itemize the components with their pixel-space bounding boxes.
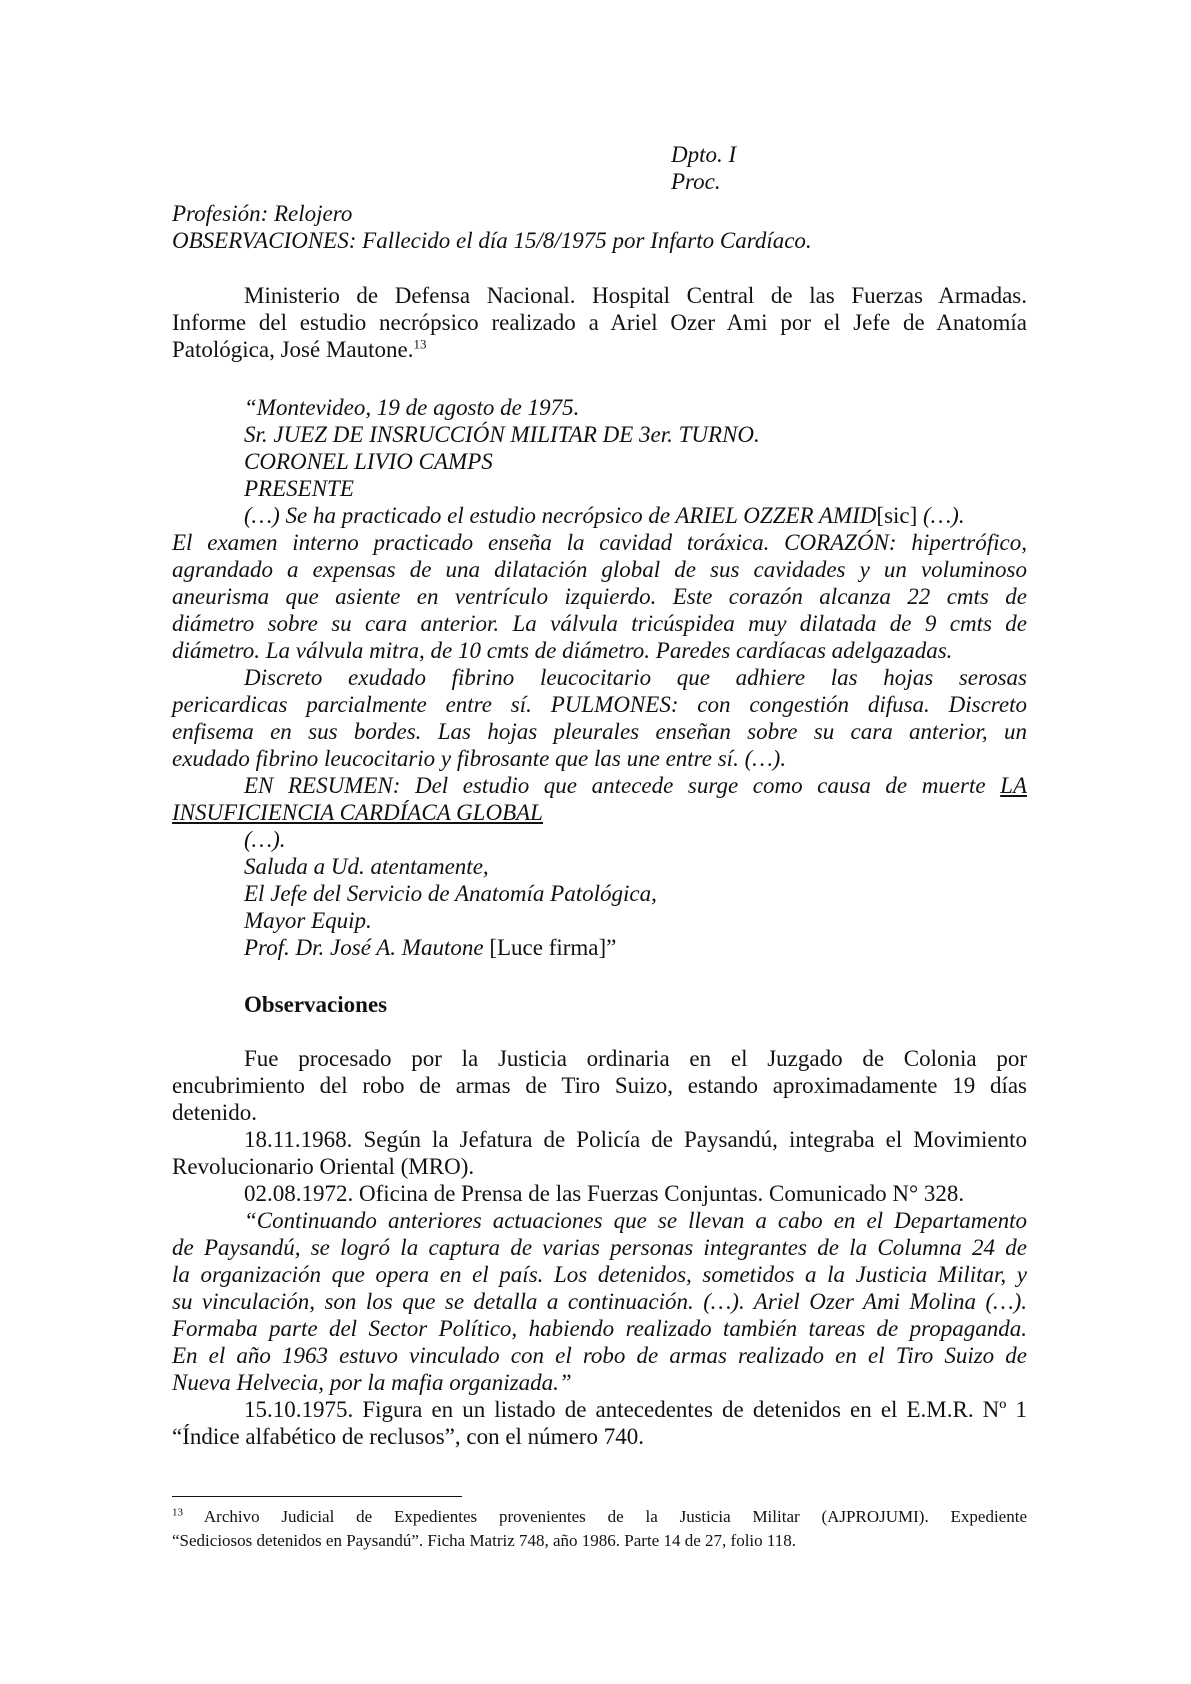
sic-annotation: [sic] [876,503,918,528]
summary-conclusion-b: INSUFICIENCIA CARDÍACA GLOBAL [172,800,543,825]
signature-note: [Luce firma]” [483,935,617,960]
obs-quote-line-6: En el año 1963 estuvo vinculado con el robo de armas realizado en el Tiro Suizo de [172,1343,1027,1368]
obs-quote-line-2: de Paysandú, se logró la captura de varias personas integrantes de la Columna 24 de [172,1235,1027,1260]
summary-conclusion-a: LA [1000,773,1027,798]
letter-p1-close: (…). [917,503,965,528]
letter-closing-2: El Jefe del Servicio de Anatomía Patológica, [244,881,657,906]
letter-addressee: Sr. JUEZ DE INSRUCCIÓN MILITAR DE 3er. TURNO. [244,422,760,447]
intro-line-3 [172,336,426,363]
letter-present: PRESENTE [244,476,354,501]
obs-p4-line-2: “Índice alfabético de reclusos”, con el número 740. [172,1424,644,1449]
intro-line-3-text: Patológica, José Mautone. [172,337,414,362]
obs-p2-line-1: 18.11.1968. Según la Jefatura de Policía de Paysandú, integraba el Movimiento [244,1127,1027,1152]
profession-line: Profesión: Relojero [172,201,353,226]
obs-quote-line-1: “Continuando anteriores actuaciones que se llevan a cabo en el Departamento [244,1208,1027,1233]
intro-line-1: Ministerio de Defensa Nacional. Hospital Central de las Fuerzas Armadas. [244,283,1027,308]
letter-paragraph-1 [244,502,965,529]
summary-text: EN RESUMEN: Del estudio que antecede surge como causa de muerte [244,773,1001,798]
observaciones-heading: Observaciones [244,992,388,1017]
letter-p3-line-3: enfisema en sus bordes. Las hojas pleurales enseñan sobre su cara anterior, un [172,719,1027,744]
footnote-line-1 [172,1506,1027,1528]
letter-closing-3: Mayor Equip. [244,908,372,933]
intro-line-2: Informe del estudio necrópsico realizado a Ariel Ozer Ami por el Jefe de Anatomía [172,310,1027,335]
letter-p1-open: (…) Se ha practicado el estudio necrópsico de ARIEL OZZER AMID [244,503,877,528]
letter-p3-line-2: pericardicas parcialmente entre sí. PULMONES: con congestión difusa. Discreto [172,692,1027,717]
letter-ellipsis: (…). [244,827,286,852]
obs-quote-line-4: su vinculación, son los que se detalla a continuación. (…). Ariel Ozer Ami Molina (…). [172,1289,1027,1314]
obs-p1-line-1: Fue procesado por la Justicia ordinaria en el Juzgado de Colonia por [244,1046,1027,1071]
footnote-reference[interactable]: 13 [413,336,427,352]
obs-p1-line-2: encubrimiento del robo de armas de Tiro Suizo, estando aproximadamente 19 días [172,1073,1027,1098]
letter-closing-1: Saluda a Ud. atentamente, [244,854,489,879]
letter-signer-line [244,934,616,961]
letter-p2-line-4: diámetro sobre su cara anterior. La válvula tricúspidea muy dilatada de 9 cmts de [172,611,1027,636]
footnote-line-2: “Sediciosos detenidos en Paysandú”. Ficha Matriz 748, año 1986. Parte 14 de 27, folio 118. [172,1531,797,1550]
letter-signer: Prof. Dr. José A. Mautone [244,935,484,960]
obs-p3: 02.08.1972. Oficina de Prensa de las Fuerzas Conjuntas. Comunicado N° 328. [244,1181,965,1206]
summary-line-1 [172,772,1027,799]
letter-p2-line-2: agrandado a expensas de una dilatación global de sus cavidades y un voluminoso [172,557,1027,582]
footnote-text-1: Archivo Judicial de Expedientes provenientes de la Justicia Militar (AJPROJUMI). Expediente [183,1507,1027,1526]
obs-quote-line-3: la organización que opera en el país. Los detenidos, sometidos a la Justicia Militar, y [172,1262,1027,1287]
obs-quote-line-5: Formaba parte del Sector Político, habiendo realizado también tareas de propaganda. [172,1316,1027,1341]
obs-p1-line-3: detenido. [172,1100,257,1125]
obs-p2-line-2: Revolucionario Oriental (MRO). [172,1154,475,1179]
letter-colonel: CORONEL LIVIO CAMPS [244,449,493,474]
header-proc: Proc. [671,169,721,194]
letter-p2-line-3: aneurisma que asiente en ventrículo izquierdo. Este corazón alcanza 22 cmts de [172,584,1027,609]
obs-p4-line-1: 15.10.1975. Figura en un listado de antecedentes de detenidos en el E.M.R. Nº 1 [244,1397,1027,1422]
letter-p3-line-4: exudado fibrino leucocitario y fibrosante que las une entre sí. (…). [172,746,787,771]
footnote-number: 13 [172,1506,183,1519]
header-dept: Dpto. I [671,142,737,167]
obs-quote-line-7: Nueva Helvecia, por la mafia organizada.” [172,1370,572,1395]
footnote-separator [172,1496,462,1497]
letter-p3-line-1: Discreto exudado fibrino leucocitario que adhiere las hojas serosas [244,665,1027,690]
letter-date: “Montevideo, 19 de agosto de 1975. [244,395,580,420]
letter-p2-line-5: diámetro. La válvula mitra, de 10 cmts de diámetro. Paredes cardíacas adelgazadas. [172,638,953,663]
letter-p2-line-1: El examen interno practicado enseña la cavidad toráxica. CORAZÓN: hipertrófico, [172,530,1027,555]
observations-line: OBSERVACIONES: Fallecido el día 15/8/1975 por Infarto Cardíaco. [172,228,812,253]
